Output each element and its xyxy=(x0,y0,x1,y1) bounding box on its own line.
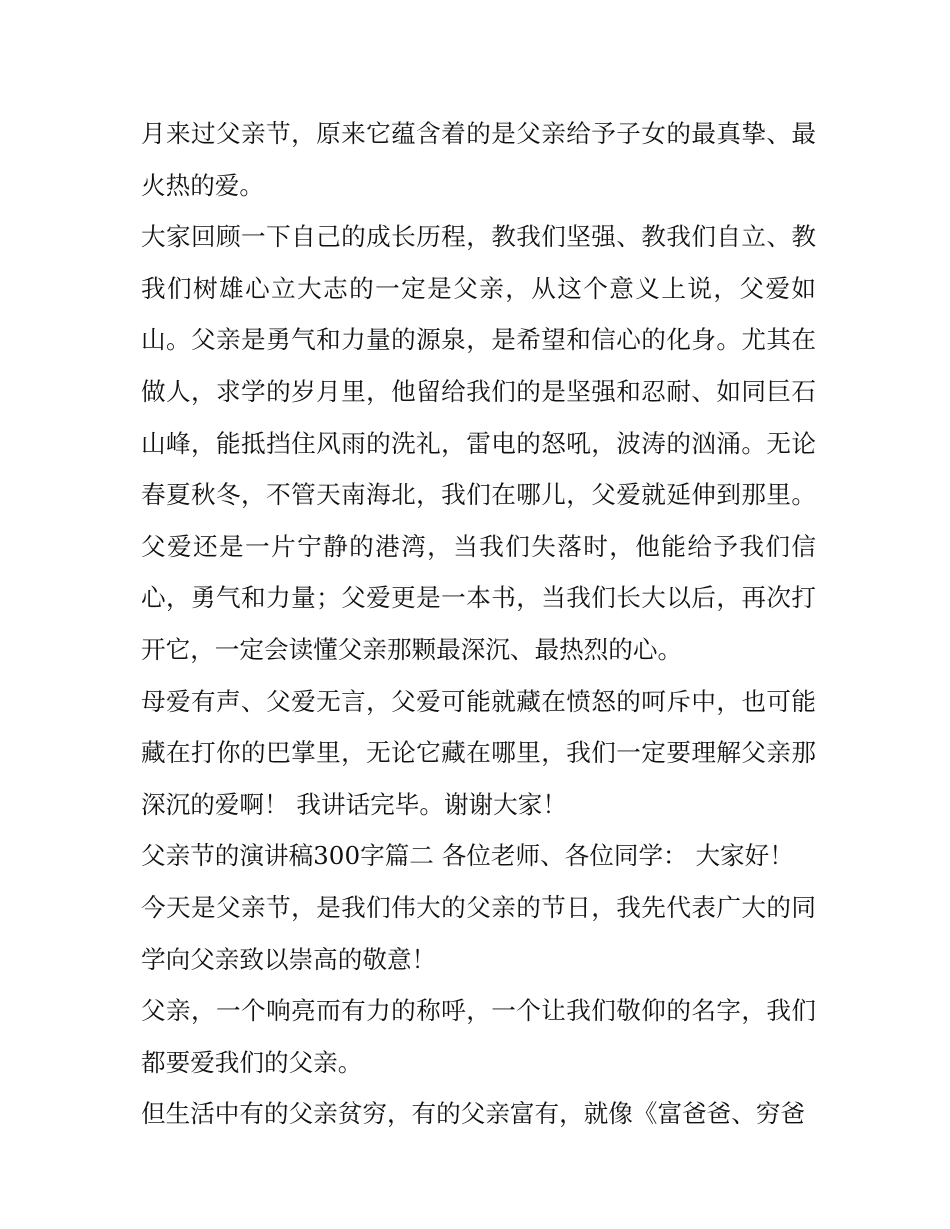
paragraph: 今天是父亲节，是我们伟大的父亲的节日，我先代表广大的同学向父亲致以崇高的敬意！ xyxy=(141,892,816,974)
paragraph: 父亲节的演讲稿300字篇二 各位老师、各位同学： 大家好！ xyxy=(141,841,794,871)
paragraph: 父亲，一个响亮而有力的称呼，一个让我们敬仰的名字，我们都要爱我们的父亲。 xyxy=(141,996,816,1077)
paragraph: 母爱有声、父爱无言，父爱可能就藏在愤怒的呵斥中，也可能藏在打你的巴掌里，无论它藏在哪里，我们一定要理解父亲那深沉的爱啊！ 我讲话完毕。谢谢大家！ xyxy=(141,686,816,819)
paragraph: 大家回顾一下自己的成长历程，教我们坚强、教我们自立、教我们树雄心立大志的一定是父亲，从这个意义上说，父爱如山。父亲是勇气和力量的源泉，是希望和信心的化身。尤其在做人，求学的岁月里，他留给我们的是坚强和忍耐、如同巨石山峰，能抵挡住风雨的洗礼，雷电的怒吼，波涛的汹涌。无论春夏秋冬，不管天南海北，我们在哪儿，父爱就延伸到那里。父爱还是一片宁静的港湾，当我们失落时，他能给予我们信心，勇气和力量；父爱更是一本书，当我们长大以后，再次打开它，一定会读懂父亲那颗最深沉、最热烈的心。 xyxy=(141,222,816,664)
document-body xyxy=(141,108,816,1140)
paragraph: 月来过父亲节，原来它蕴含着的是父亲给予子女的最真挚、最火热的爱。 xyxy=(141,119,816,200)
paragraph: 但生活中有的父亲贫穷，有的父亲富有，就像《富爸爸、穷爸 xyxy=(141,1099,806,1129)
